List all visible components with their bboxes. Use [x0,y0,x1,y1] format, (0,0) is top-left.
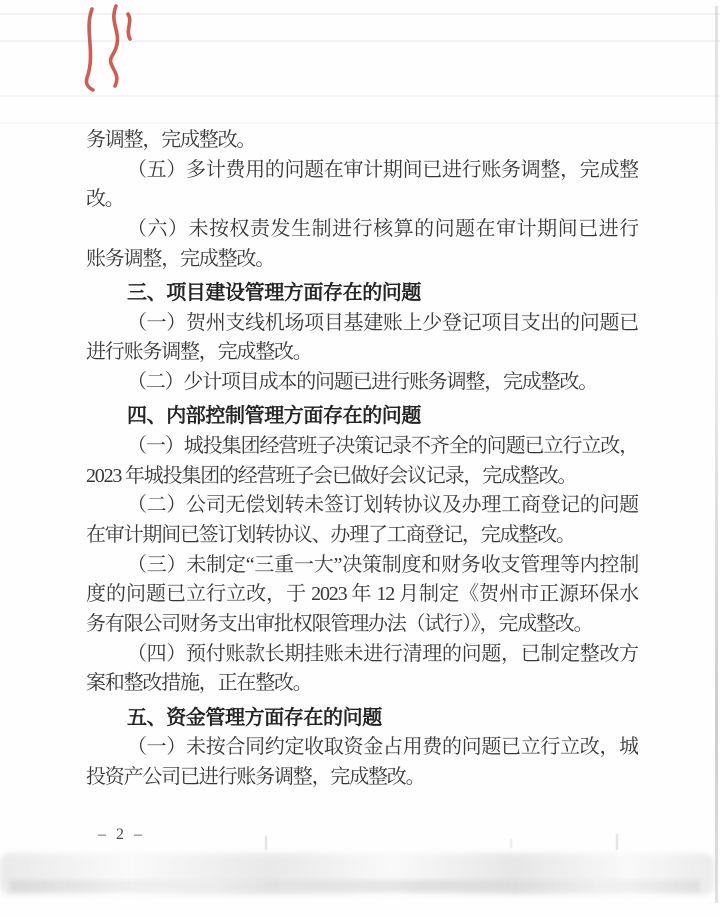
body-text-line: （四）预付账款长期挂账未进行清理的问题，已制定整改方 [127,642,638,665]
body-text-line: 务有限公司财务支出审批权限管理办法（试行）》，完成整改。 [86,613,593,635]
body-text-line: 进行账务调整，完成整改。 [86,341,312,364]
body-text-line: （二）公司无偿划转未签订划转协议及办理工商登记的问题 [127,494,638,517]
body-text-line: （一）贺州支线机场项目基建账上少登记项目支出的问题已 [127,311,638,334]
red-pen-annotation [80,2,142,96]
body-text-line: 案和整改措施，正在整改。 [86,672,312,695]
body-text-line: 改。 [86,188,124,211]
body-text-line: （三）未制定“三重一大”决策制度和财务收支管理等内控制 [127,553,638,576]
page-edge-scan-line [715,6,718,903]
scan-streak [0,122,720,124]
scan-speck [510,839,512,848]
section-heading-line: 五、资金管理方面存在的问题 [127,706,382,729]
body-text-line: （二）少计项目成本的问题已进行账务调整，完成整改。 [127,371,597,393]
body-text-line: 账务调整，完成整改。 [86,247,274,270]
document-text-block [86,126,638,793]
body-text-line: （五）多计费用的问题在审计期间已进行账务调整，完成整 [127,158,638,181]
body-text-line: 务调整，完成整改。 [86,129,256,151]
body-text-line: 投资产公司已进行账务调整，完成整改。 [86,765,425,788]
body-text-line: 2023 年城投集团的经营班子会已做好会议记录，完成整改。 [86,464,577,487]
body-text-line: 在审计期间已签订划转协议、办理了工商登记，完成整改。 [86,523,575,546]
scan-noise-band [10,880,700,892]
scan-speck [616,834,618,850]
page-number: – 2 – [98,826,145,843]
body-text-line: 度的问题已立行立改，于 2023 年 12 月制定《贺州市正源环保水 [86,583,638,606]
section-heading-line: 三、项目建设管理方面存在的问题 [127,281,421,304]
scan-speck [265,836,267,850]
section-heading-line: 四、内部控制管理方面存在的问题 [127,405,421,428]
body-text-line: （六）未按权责发生制进行核算的问题在审计期间已进行 [127,218,638,241]
body-text-line: （一）未按合同约定收取资金占用费的问题已立行立改，城 [127,736,638,759]
body-text-line: （一）城投集团经营班子决策记录不齐全的问题已立行立改， [127,434,638,457]
